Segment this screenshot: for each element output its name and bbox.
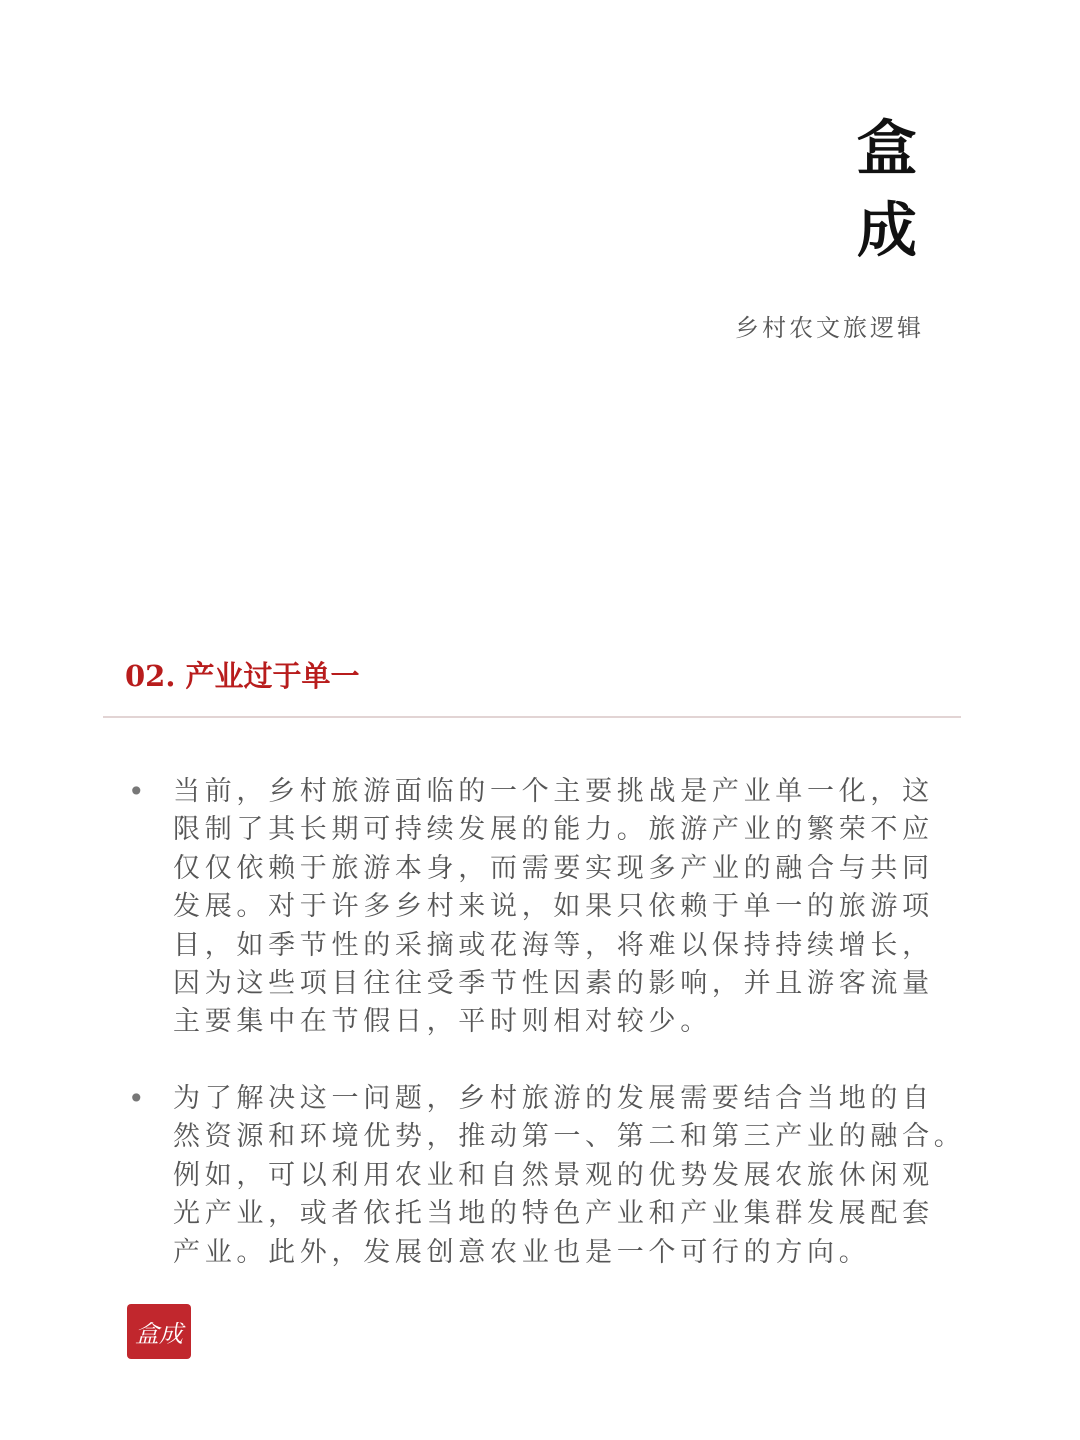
subtitle: 乡村农文旅逻辑 xyxy=(735,314,924,342)
brand-char: 成 xyxy=(857,196,917,266)
text-line: 光产业，或者依托当地的特色产业和产业集群发展配套 xyxy=(173,1198,934,1230)
text-line: 产业。此外，发展创意农业也是一个可行的方向。 xyxy=(173,1236,871,1268)
text-line: 为了解决这一问题，乡村旅游的发展需要结合当地的自 xyxy=(173,1083,934,1114)
section-title: 02. 产业过于单一 xyxy=(125,659,360,693)
text-line: 当前，乡村旅游面临的一个主要挑战是产业单一化，这 xyxy=(173,776,934,807)
text-line: 主要集中在节假日，平时则相对较少。 xyxy=(173,1006,712,1038)
text-line: 发展。对于许多乡村来说，如果只依赖于单一的旅游项 xyxy=(173,891,934,923)
bullet-icon: • xyxy=(128,775,145,808)
divider xyxy=(103,716,961,718)
seal-stamp-logo: 盒成 xyxy=(127,1304,191,1359)
bullet-icon: • xyxy=(128,1082,145,1115)
brand-title xyxy=(852,108,922,272)
paragraph-1 xyxy=(173,773,973,1042)
brand-char: 盒 xyxy=(857,114,917,184)
text-line: 限制了其长期可持续发展的能力。旅游产业的繁荣不应 xyxy=(173,814,934,846)
text-line: 然资源和环境优势，推动第一、第二和第三产业的融合。 xyxy=(173,1121,966,1153)
paragraph-2 xyxy=(173,1080,973,1272)
text-line: 仅仅依赖于旅游本身，而需要实现多产业的融合与共同 xyxy=(173,852,934,884)
text-line: 因为这些项目往往受季节性因素的影响，并且游客流量 xyxy=(173,967,934,999)
text-line: 例如，可以利用农业和自然景观的优势发展农旅休闲观 xyxy=(173,1159,934,1191)
text-line: 目，如季节性的采摘或花海等，将难以保持持续增长， xyxy=(173,929,934,961)
